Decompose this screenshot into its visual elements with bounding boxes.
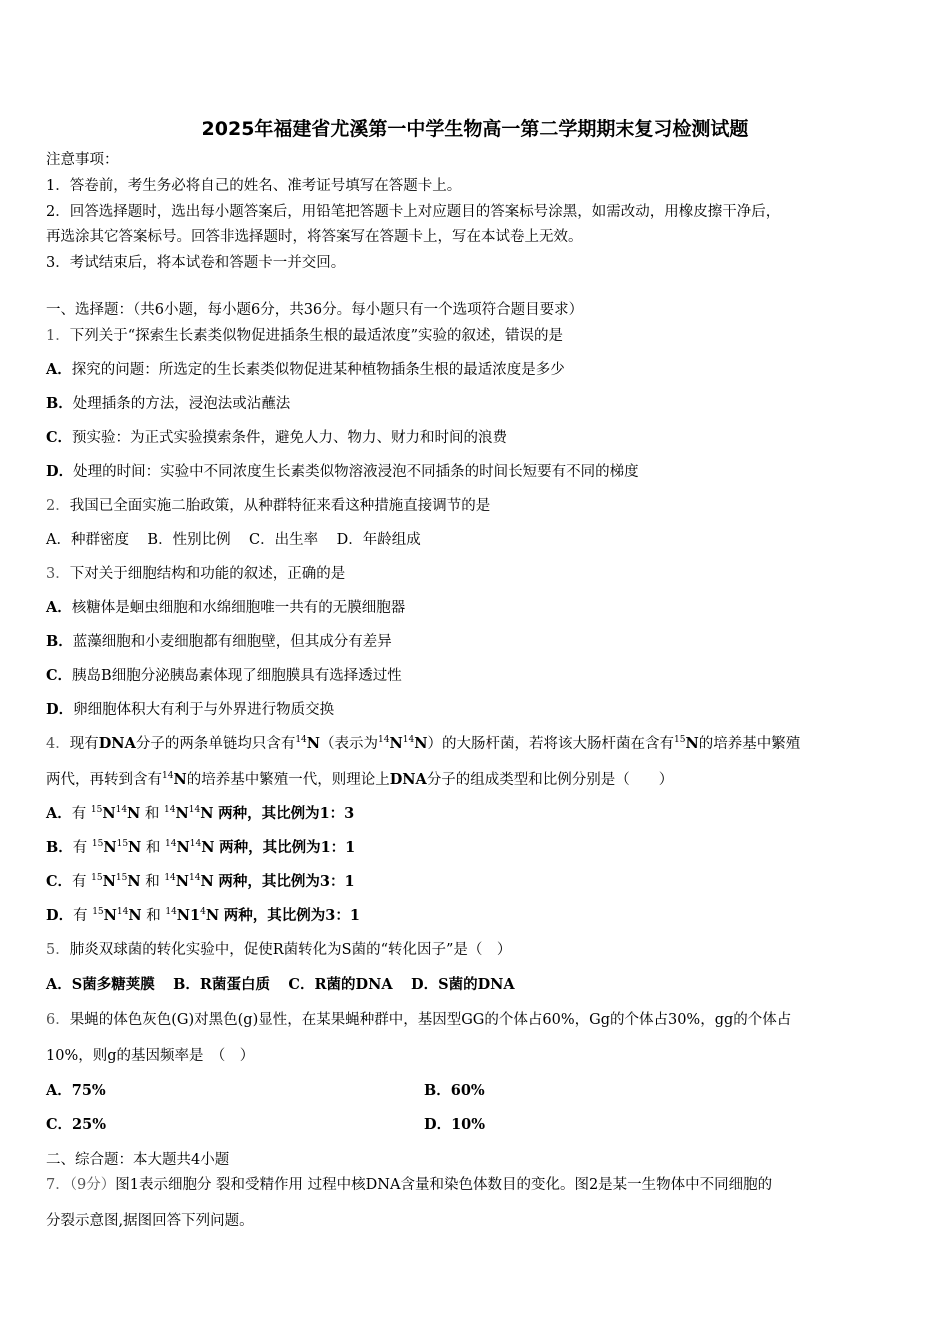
question-number: 5． (46, 942, 70, 958)
text: 两种，其比例为1：1 (219, 839, 356, 856)
element: N (127, 873, 141, 890)
q4-option-a (46, 804, 910, 824)
q4-option-b (46, 838, 910, 858)
text: 两代，再转到含有 (46, 772, 162, 788)
isotope: 15 (91, 873, 103, 884)
isotope: 14 (188, 805, 201, 816)
text: DNA (98, 735, 136, 752)
text: （表示为 (320, 736, 379, 752)
notice-item-2-cont: 再选涂其它答案标号。回答非选择题时，将答案写在答题卡上，写在本试卷上无效。 (46, 229, 583, 245)
question-5-stem (46, 940, 910, 960)
element: N (128, 907, 142, 924)
question-text: 肺炎双球菌的转化实验中，促使R菌转化为S菌的“转化因子”是（ ） (69, 942, 512, 958)
element: N (103, 839, 117, 856)
isotope: 14 (295, 735, 307, 746)
element: N (175, 873, 190, 890)
option-label: A． (46, 599, 72, 616)
text: 和 (146, 908, 166, 924)
option-label: D． (46, 907, 74, 924)
text: 有 (73, 908, 93, 924)
element: N (103, 907, 117, 924)
element: N (306, 735, 321, 752)
element: N (176, 839, 190, 856)
question-1-stem (46, 326, 910, 346)
option-label: B． (46, 395, 73, 412)
question-6-stem-line-2: 10%，则g的基因频率是 （ ） (46, 1048, 255, 1064)
text: 有 (72, 874, 92, 890)
q3-option-a (46, 598, 910, 618)
q6-option-c: C．25% (46, 1116, 106, 1133)
isotope: 14 (402, 735, 415, 746)
isotope: 15 (115, 873, 128, 884)
option-label: B． (46, 839, 73, 856)
text: DNA (389, 771, 427, 788)
q6-option-a: A．75% (46, 1082, 106, 1099)
isotope: 14 (162, 771, 174, 782)
q2-option-d: D．年龄组成 (336, 532, 421, 548)
text: 和 (145, 874, 165, 890)
element: N (414, 735, 428, 752)
text: 现有 (69, 736, 99, 752)
option-text: 核糖体是蛔虫细胞和水绵细胞唯一共有的无膜细胞器 (71, 600, 406, 616)
section1-heading: 一、选择题：（共6小题，每小题6分，共36分。每小题只有一个选项符合题目要求） (46, 302, 584, 318)
option-label: C． (46, 667, 73, 684)
q6-options-row-1 (46, 1081, 910, 1101)
element: N (128, 839, 142, 856)
question-number: 2． (46, 498, 70, 514)
text: 和 (145, 840, 166, 856)
isotope: 14 (189, 873, 201, 884)
q2-option-a: A．种群密度 (46, 532, 129, 548)
isotope: 15 (91, 839, 104, 850)
isotope: 14 (115, 805, 128, 816)
isotope: 14 (165, 907, 177, 918)
option-text: 处理插条的方法，浸泡法或沾蘸法 (72, 396, 291, 412)
q3-option-b (46, 632, 910, 652)
text: 分子的组成类型和比例分别是（ ） (426, 772, 674, 788)
isotope: 4 (200, 907, 206, 918)
q2-option-c: C．出生率 (249, 532, 319, 548)
q4-option-c (46, 872, 910, 892)
question-text: 下列关于“探索生长素类似物促进插条生根的最适浓度”实验的叙述，错误的是 (69, 328, 564, 344)
q3-option-d (46, 700, 910, 720)
element: N (389, 735, 403, 752)
text: 两种，其比例为1：3 (218, 805, 355, 822)
option-label: D． (46, 701, 74, 718)
element: N1 (176, 907, 201, 924)
section2-heading: 二、综合题：本大题共4小题 (46, 1152, 230, 1168)
question-4-stem-line-2 (46, 770, 910, 790)
notice-item-2: 2．回答选择题时，选出每小题答案后，用铅笔把答题卡上对应题目的答案标号涂黑，如需改动，用橡皮擦干净后， (46, 204, 781, 220)
isotope: 14 (189, 839, 202, 850)
q6-options-row-2 (46, 1115, 910, 1135)
element: N (201, 839, 215, 856)
q3-option-c (46, 666, 910, 686)
option-text: 胰岛B细胞分泌胰岛素体现了细胞膜具有选择透过性 (72, 668, 402, 684)
option-label: C． (46, 429, 73, 446)
q6-option-d: D．10% (424, 1116, 486, 1133)
element: N (200, 873, 214, 890)
option-text: 卵细胞体积大有利于与外界进行物质交换 (73, 702, 335, 718)
question-number: 1． (46, 328, 70, 344)
option-text: 蓝藻细胞和小麦细胞都有细胞壁，但其成分有差异 (72, 634, 392, 650)
option-text: 探究的问题：所选定的生长素类似物促进某种植物插条生根的最适浓度是多少 (71, 362, 565, 378)
question-text: 图1表示细胞分 裂和受精作用 过程中核DNA含量和染色体数目的变化。图2是某一生物体中不同细胞的 (115, 1177, 773, 1193)
text: 和 (144, 806, 165, 822)
text: 的培养基中繁殖 (698, 736, 801, 752)
question-score: （9分） (69, 1177, 116, 1193)
text: 有 (71, 806, 91, 822)
question-7-stem-line-2: 分裂示意图,据图回答下列问题。 (46, 1213, 254, 1229)
notice-heading: 注意事项： (46, 152, 119, 168)
q1-option-a (46, 360, 910, 380)
question-text: 我国已全面实施二胎政策，从种群特征来看这种措施直接调节的是 (69, 498, 491, 514)
question-text: 下对关于细胞结构和功能的叙述，正确的是 (69, 566, 346, 582)
question-text: 果蝇的体色灰色(G)对黑色(g)显性，在某果蝇种群中，基因型GG的个体占60%，Gg的个体占30%，gg的个体占 (69, 1012, 792, 1028)
text: 的培养基中繁殖一代，则理论上 (186, 772, 390, 788)
q2-options (46, 530, 910, 550)
option-label: A． (46, 361, 72, 378)
question-number: 3． (46, 566, 70, 582)
q1-option-c (46, 428, 910, 448)
element: N (173, 771, 187, 788)
question-7-stem-line-1 (46, 1175, 910, 1195)
question-3-stem (46, 564, 910, 584)
isotope: 14 (378, 735, 390, 746)
question-number: 4． (46, 736, 70, 752)
text: ）的大肠杆菌，若将该大肠杆菌在含有 (427, 736, 674, 752)
text: 分子的两条单链均只含有 (135, 736, 296, 752)
option-label: A． (46, 805, 72, 822)
question-number: 6． (46, 1012, 70, 1028)
notice-item-1: 1．答卷前，考生务必将自己的姓名、准考证号填写在答题卡上。 (46, 178, 462, 194)
question-6-stem-line-1 (46, 1010, 910, 1030)
text: 两种，其比例为3：1 (218, 873, 355, 890)
element: N (102, 873, 116, 890)
isotope: 15 (92, 907, 104, 918)
question-number: 7． (46, 1177, 70, 1193)
option-text: 预实验：为正式实验摸索条件，避免人力、物力、财力和时间的浪费 (72, 430, 508, 446)
question-4-stem-line-1 (46, 734, 910, 754)
q5-option-b: B．R菌蛋白质 (173, 976, 270, 993)
isotope: 14 (164, 805, 176, 816)
q4-option-d (46, 906, 910, 926)
isotope: 15 (90, 805, 103, 816)
element: N (205, 907, 220, 924)
element: N (175, 805, 189, 822)
element: N (200, 805, 214, 822)
element: N (102, 805, 116, 822)
q1-option-d (46, 462, 910, 482)
option-label: B． (46, 633, 73, 650)
option-label: D． (46, 463, 74, 480)
option-label: C． (46, 873, 73, 890)
isotope: 14 (116, 907, 129, 918)
q5-option-a: A．S菌多糖荚膜 (46, 976, 155, 993)
q5-option-d: D．S菌的DNA (411, 976, 515, 993)
q5-option-c: C．R菌的DNA (288, 976, 393, 993)
question-2-stem (46, 496, 910, 516)
isotope: 14 (165, 839, 177, 850)
notice-item-3: 3．考试结束后，将本试卷和答题卡一并交回。 (46, 255, 346, 271)
element: N (127, 805, 141, 822)
q2-option-b: B．性别比例 (147, 532, 231, 548)
q6-option-b: B．60% (424, 1082, 485, 1099)
isotope: 14 (164, 873, 176, 884)
text: 两种，其比例为3：1 (223, 907, 360, 924)
q1-option-b (46, 394, 910, 414)
text: 有 (72, 840, 92, 856)
page-title: 2025年福建省尤溪第一中学生物高一第二学期期末复习检测试题 (201, 118, 749, 140)
element: N (685, 735, 699, 752)
q5-options (46, 975, 910, 995)
option-text: 处理的时间：实验中不同浓度生长素类似物溶液浸泡不同插条的时间长短要有不同的梯度 (73, 464, 639, 480)
isotope: 15 (116, 839, 129, 850)
isotope: 15 (673, 735, 686, 746)
